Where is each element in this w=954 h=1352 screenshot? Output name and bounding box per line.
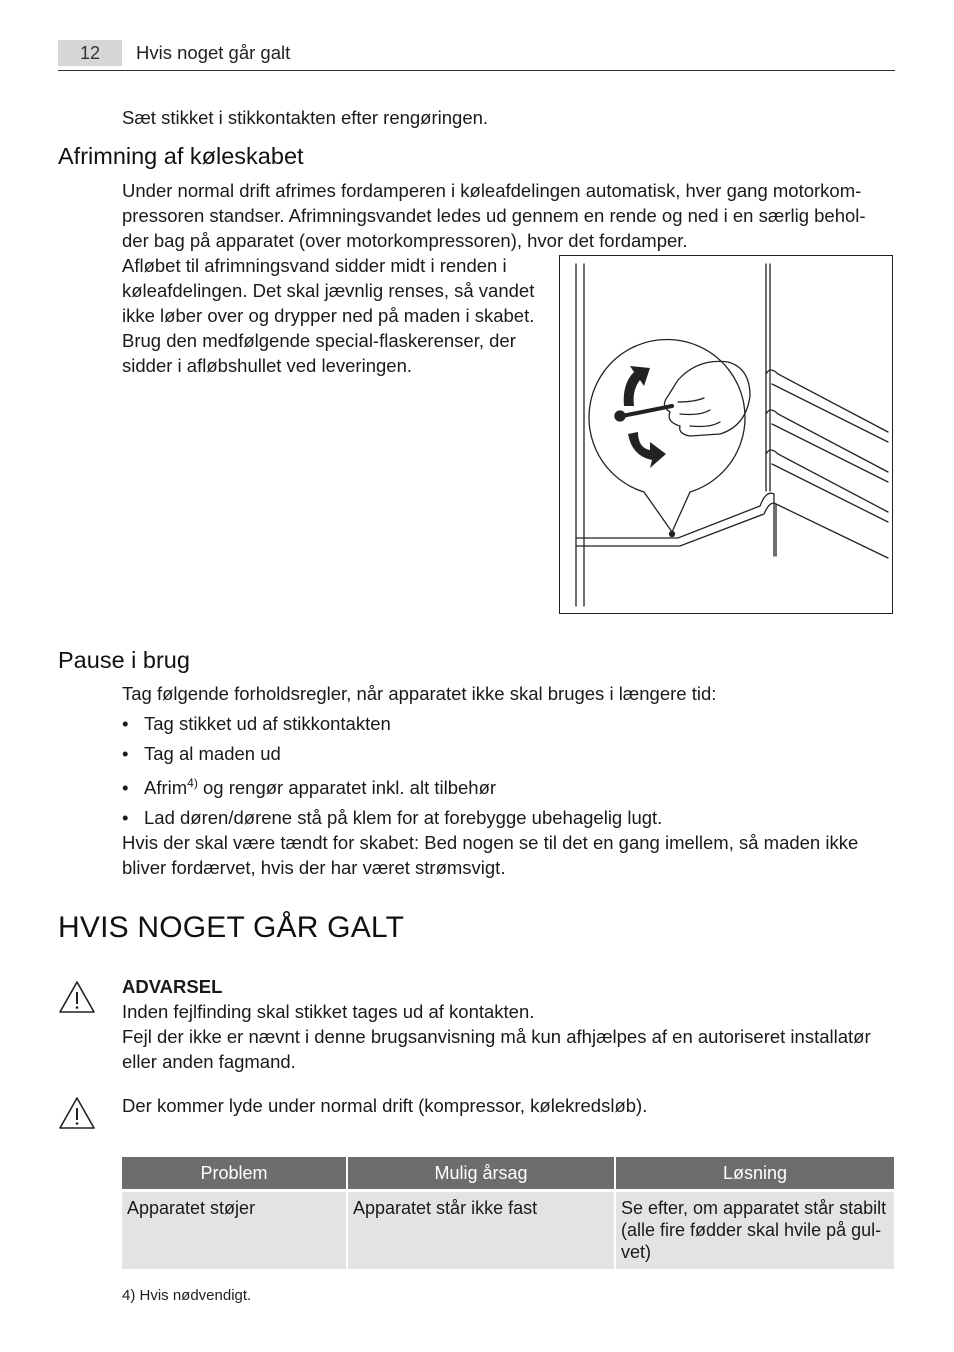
- column-header-problem: Problem: [122, 1157, 346, 1189]
- cell-problem: Apparatet støjer: [122, 1192, 346, 1269]
- solution-line: (alle fire fødder skal hvile på gul-: [621, 1220, 882, 1240]
- drain-cleaning-drawing: [560, 256, 892, 613]
- drain-line: Afløbet til afrimningsvand sidder midt i renden i: [122, 255, 507, 276]
- bullet-dot: •: [122, 807, 129, 828]
- cell-solution: [616, 1192, 894, 1269]
- defrost-drain-paragraph: [122, 253, 552, 378]
- warning-line: Inden fejlfinding skal stikket tages ud af kontakten.: [122, 1001, 535, 1022]
- defrost-drain-illustration: [559, 255, 893, 614]
- table-row: [122, 1192, 894, 1269]
- warning-icon: [58, 980, 96, 1014]
- pause-closing-paragraph: [122, 830, 902, 880]
- list-item: [122, 711, 391, 736]
- defrost-line: der bag på apparatet (over motorkompressoren), hvor det fordamper.: [122, 230, 688, 251]
- list-item-text: Tag stikket ud af stikkontakten: [144, 713, 391, 734]
- list-item-text: Lad døren/dørene stå på klem for at forebygge ubehagelig lugt.: [144, 807, 663, 828]
- chapter-title: HVIS NOGET GÅR GALT: [58, 911, 405, 944]
- warning-title: ADVARSEL: [122, 976, 223, 997]
- notice-text: Der kommer lyde under normal drift (kompressor, kølekredsløb).: [122, 1095, 648, 1116]
- section-heading-defrost: Afrimning af køleskabet: [58, 143, 304, 169]
- troubleshooting-table: [120, 1157, 896, 1269]
- solution-line: Se efter, om apparatet står stabilt: [621, 1198, 887, 1218]
- table-header-row: [122, 1157, 894, 1189]
- defrost-line: Under normal drift afrimes fordamperen i køleafdelingen automatisk, hver gang motorkom-: [122, 180, 862, 201]
- solution-line: vet): [621, 1242, 652, 1262]
- warning-icon: [58, 1096, 96, 1130]
- bullet-dot: •: [122, 713, 129, 734]
- header-rule: [58, 70, 895, 71]
- intro-line: Sæt stikket i stikkontakten efter rengøringen.: [122, 107, 489, 128]
- drain-line: køleafdelingen. Det skal jævnlig renses, så vandet: [122, 280, 535, 301]
- column-header-cause: Mulig årsag: [348, 1157, 614, 1189]
- warning-line: eller anden fagmand.: [122, 1051, 296, 1072]
- footnote-reference: 4): [187, 776, 198, 790]
- list-item-text: og rengør apparatet inkl. alt tilbehør: [202, 777, 497, 798]
- defrost-line: pressoren standser. Afrimningsvandet ledes ud gennem en rende og ned i en særlig behol-: [122, 205, 866, 226]
- drain-line: Brug den medfølgende special-flaskerenser, der: [122, 330, 516, 351]
- bullet-dot: •: [122, 743, 129, 764]
- list-item: [122, 805, 662, 830]
- defrost-paragraph: [122, 178, 902, 253]
- running-title: Hvis noget går galt: [136, 42, 291, 63]
- section-heading-pause: Pause i brug: [58, 647, 190, 673]
- drain-line: sidder i afløbshullet ved leveringen.: [122, 355, 412, 376]
- page-number: 12: [58, 40, 122, 66]
- cell-cause: Apparatet står ikke fast: [348, 1192, 614, 1269]
- pause-intro: Tag følgende forholdsregler, når apparatet ikke skal bruges i længere tid:: [122, 683, 717, 704]
- column-header-solution: Løsning: [616, 1157, 894, 1189]
- list-item: [122, 741, 281, 766]
- footnote: 4) Hvis nødvendigt.: [122, 1287, 252, 1304]
- drain-line: ikke løber over og drypper ned på maden i skabet.: [122, 305, 535, 326]
- closing-line: Hvis der skal være tændt for skabet: Bed nogen se til det en gang imellem, så maden ikke: [122, 832, 859, 853]
- list-item-text: Tag al maden ud: [144, 743, 281, 764]
- warning-line: Fejl der ikke er nævnt i denne brugsanvisning må kun afhjælpes af en autoriseret installatør: [122, 1026, 871, 1047]
- list-item-text: Afrim: [144, 777, 188, 798]
- warning-block: [122, 974, 902, 1074]
- closing-line: bliver fordærvet, hvis der har været strømsvigt.: [122, 857, 506, 878]
- bullet-dot: •: [122, 777, 129, 798]
- list-item: [122, 775, 496, 800]
